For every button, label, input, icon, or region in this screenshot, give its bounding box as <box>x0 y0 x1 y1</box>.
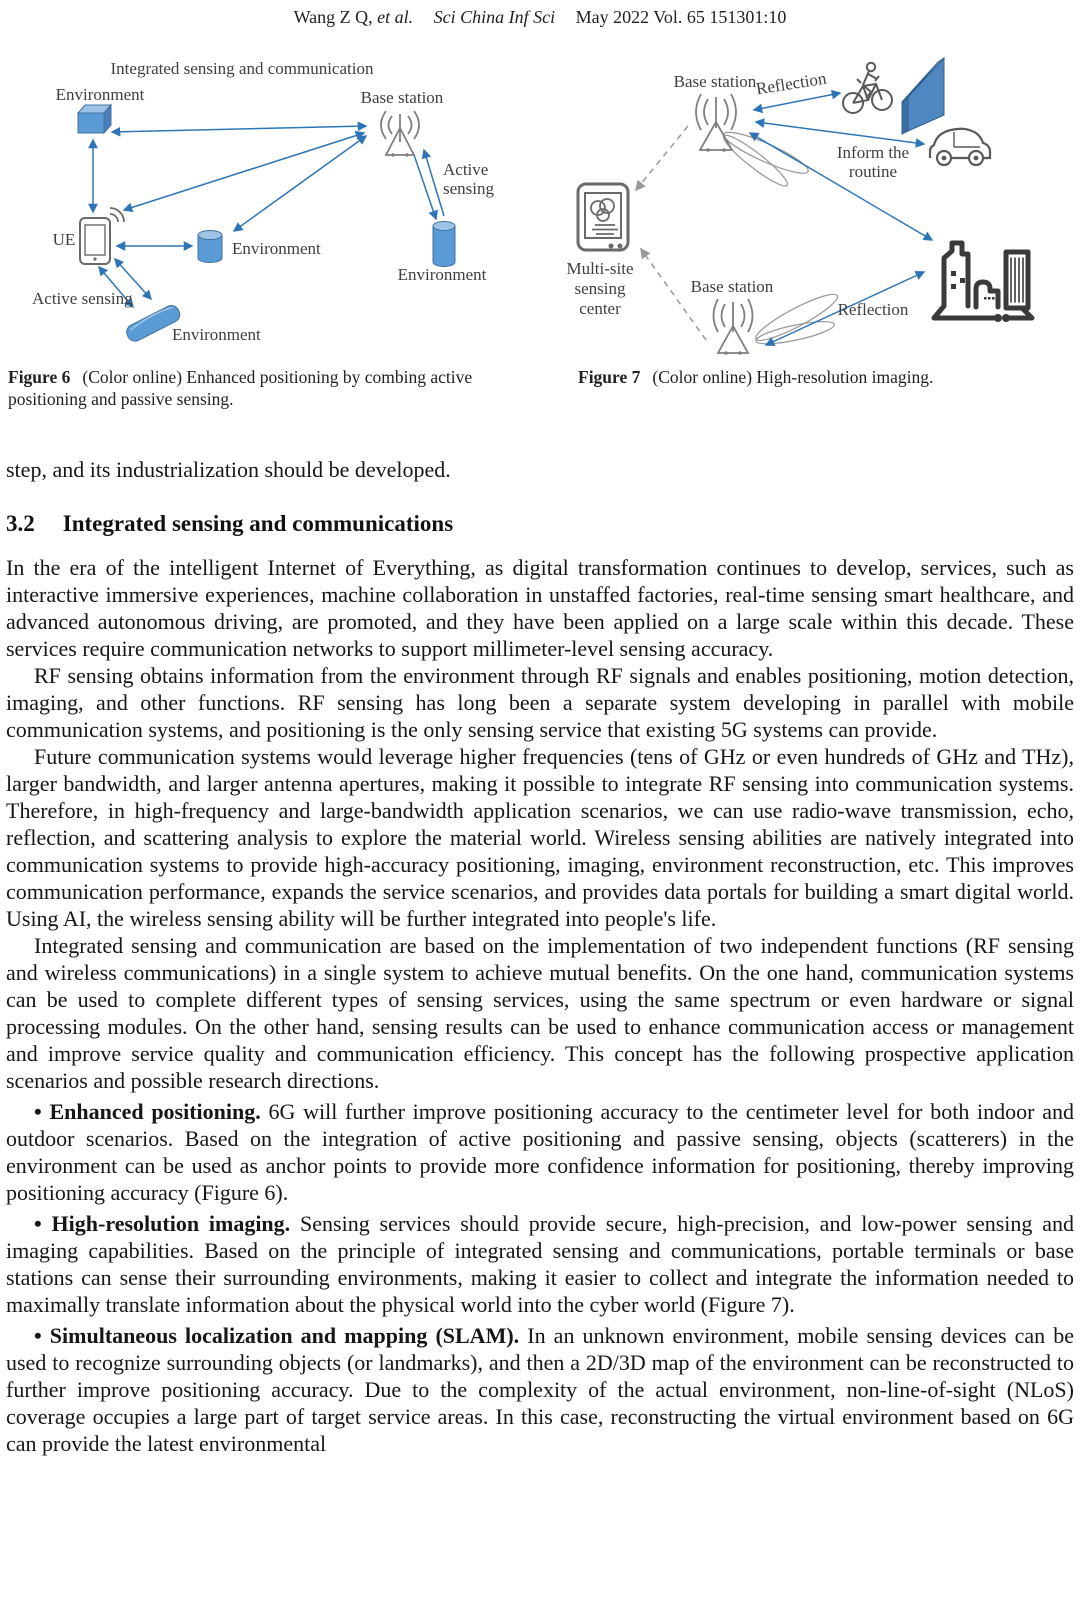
fig7-center-label2: sensing <box>574 279 626 298</box>
figure-captions <box>0 366 1080 410</box>
buildings-icon <box>934 243 1032 322</box>
figure6-caption-text: (Color online) Enhanced positioning by combing active positioning and passive sensing. <box>8 367 473 409</box>
fig7-center-label3: center <box>579 299 621 318</box>
section-number: 3.2 <box>6 511 35 536</box>
fig7-reflection-bottom-label: Reflection <box>837 300 909 319</box>
bullet-body: 6G will further improve positioning accuracy to the centimeter level for both indoor and outdoor scenarios. Based on the integration of active positioning and passive sensing, objects (scatterers) in the environment can be used as anchor points to provide more confidence information for positioning, thereby improving positioning accuracy (Figure 6). <box>6 1099 1074 1205</box>
section-title: Integrated sensing and communications <box>62 511 454 536</box>
fig6-active-sensing-right-label: Active <box>443 160 489 179</box>
base-station-bottom-icon <box>714 299 753 355</box>
figures-row <box>0 52 1080 362</box>
fig7-reflection-top-label: Reflection <box>754 68 828 99</box>
fig6-arrows <box>93 126 444 307</box>
paragraph: In the era of the intelligent Internet of Everything, as digital transformation continues to develop, services, such as interactive immersive experiences, machine collaboration in unstaffed factories, real-time sensing smart healthcare, and advanced autonomous driving, are promoted, and they have been applied on a large scale within this decade. These services require communication networks to support millimeter-level sensing accuracy. <box>6 555 1074 661</box>
header-journal: Sci China Inf Sci <box>433 7 556 27</box>
figure7-caption-label: Figure 7 <box>578 367 641 387</box>
body-text <box>0 456 1080 1457</box>
header-etal: et al. <box>377 7 414 27</box>
fig7-center-label: Multi-site <box>566 259 634 278</box>
ue-phone-icon <box>80 208 124 264</box>
wall-icon <box>902 58 944 134</box>
environment-cylinder-mid-icon <box>198 231 222 263</box>
figure6-caption <box>8 366 513 410</box>
fig6-title: Integrated sensing and communication <box>110 59 374 78</box>
fig6-ue-label: UE <box>52 230 76 249</box>
header-issue: May 2022 Vol. 65 151301:10 <box>575 7 787 27</box>
paragraph: Integrated sensing and communication are based on the implementation of two independent functions (RF sensing and wireless communications) in a single system to achieve mutual benefits. On the one hand, communication systems can be used to complete different types of sensing services, using the same spectrum or even hardware or signal processing modules. On the other hand, sensing results can be used to enhance communication access or management and improve service quality and communication efficiency. This concept has the following prospective application scenarios and possible research directions. <box>6 933 1074 1093</box>
section-heading <box>6 510 1074 537</box>
bullet-enhanced-positioning <box>6 1098 1074 1206</box>
fig6-active-sensing-right-label2: sensing <box>443 179 494 198</box>
bullet-lead: High-resolution imaging. <box>51 1211 291 1236</box>
fig6-active-sensing-left-label: Active sensing <box>32 289 133 308</box>
bullet-dot: • <box>34 1099 42 1124</box>
figure6-diagram <box>0 52 540 362</box>
fig6-env-mid-label: Environment <box>232 239 321 258</box>
paragraph: Future communication systems would leverage higher frequencies (tens of GHz or even hundreds of GHz and THz), larger bandwidth, and larger antenna apertures, making it possible to integrate RF sensing into communication systems. Therefore, in high-frequency and large-bandwidth application scenarios, we can use radio-wave transmission, echo, reflection, and scattering analysis to explore the material world. Wireless sensing abilities are natively integrated into communication systems to provide high-accuracy positioning, imaging, environment reconstruction, etc. This improves communication performance, expands the service scenarios, and provides data portals for building a smart digital world. Using AI, the wireless sensing ability will be further integrated into people's life. <box>6 744 1074 931</box>
base-station-icon <box>381 111 419 157</box>
fig7-inform-label: Inform the <box>836 143 910 162</box>
fig6-env-top-label: Environment <box>55 85 145 104</box>
paragraph-continuation: step, and its industrialization should be developed. <box>6 457 451 482</box>
sensing-center-tablet-icon <box>578 184 628 250</box>
figure6-caption-label: Figure 6 <box>8 367 71 387</box>
car-icon <box>930 129 990 165</box>
environment-cube-icon <box>78 105 111 133</box>
figure7-caption <box>578 366 1018 410</box>
fig7-dashed-links <box>636 126 706 340</box>
bullet-dot: • <box>34 1323 42 1348</box>
header-authors: Wang Z Q, <box>293 7 373 27</box>
bullet-slam <box>6 1322 1074 1457</box>
figure7-caption-text: (Color online) High-resolution imaging. <box>652 367 934 387</box>
figure7-diagram <box>540 52 1080 362</box>
cyclist-icon <box>843 63 892 113</box>
bullet-lead: Enhanced positioning. <box>49 1099 261 1124</box>
fig6-env-bottom-label: Environment <box>172 325 261 344</box>
bullet-body: In an unknown environment, mobile sensing devices can be used to recognize surrounding objects (or landmarks), and then a 2D/3D map of the environment can be reconstructed to further improve positioning accuracy. Due to the complexity of the actual environment, non-line-of-sight (NLoS) coverage occupies a large part of target service areas. In this case, reconstructing the virtual environment based on 6G can provide the latest environmental <box>6 1323 1075 1456</box>
fig6-base-station-label: Base station <box>360 88 444 107</box>
fig7-beam-lobes-top <box>719 126 811 191</box>
bullet-high-resolution-imaging <box>6 1210 1074 1318</box>
fig7-base-station-top-label: Base station <box>673 72 757 91</box>
fig7-beam-lobes-bottom <box>752 288 842 348</box>
bullet-lead: Simultaneous localization and mapping (SLAM). <box>49 1323 520 1348</box>
paragraph: RF sensing obtains information from the environment through RF signals and enables positioning, motion detection, imaging, and other functions. RF sensing has long been a separate system developing in parallel with mobile communication systems, and positioning is the only sensing service that existing 5G systems can provide. <box>6 663 1074 742</box>
fig7-base-station-bottom-label: Base station <box>690 277 774 296</box>
bullet-body: Sensing services should provide secure, high-precision, and low-power sensing and imaging capabilities. Based on the principle of integrated sensing and communications, portable terminals or base stations can sense their surrounding environments, making it easier to collect and integrate the information needed to maximally translate information about the physical world into the cyber world (Figure 7). <box>6 1211 1075 1317</box>
environment-cylinder-right-icon <box>433 222 455 267</box>
running-head <box>0 0 1080 28</box>
bullet-dot: • <box>34 1211 42 1236</box>
fig6-env-right-label: Environment <box>397 265 487 284</box>
fig7-inform-label2: routine <box>848 162 898 181</box>
